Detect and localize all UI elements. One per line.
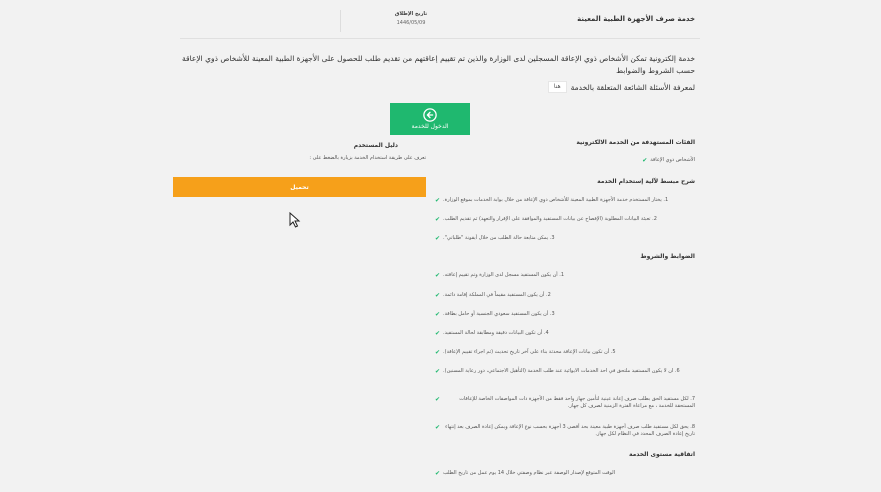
download-guide-button[interactable]: تحميل — [173, 177, 426, 197]
list-item: ✔ الوقت المتوقع لإصدار الوصفة عبر نظام وصفتي خلال 14 يوم عمل من تاريخ الطلب — [435, 470, 615, 477]
steps-heading: شرح مبسط لآلية إستخدام الخدمة — [597, 178, 695, 185]
faq-text: لمعرفة الأسئلة الشائعة المتعلقة بالخدمة — [570, 82, 695, 92]
check-icon: ✔ — [435, 330, 441, 337]
check-icon: ✔ — [435, 396, 441, 403]
target-heading: الفئات المستهدفة من الخدمة الالكترونية — [576, 139, 695, 146]
check-icon: ✔ — [435, 424, 441, 431]
check-icon: ✔ — [435, 292, 441, 299]
check-icon: ✔ — [435, 368, 441, 375]
user-guide-heading: دليل المستخدم — [353, 142, 398, 149]
header-separator — [180, 38, 700, 39]
check-icon: ✔ — [435, 235, 441, 242]
launch-date-value: 1446/05/09 — [396, 20, 426, 26]
list-item: ✔ 1. يختار المستخدم خدمة الأجهزة الطبية المعينة للأشخاص ذوي الإعاقة من خلال بوابة الخدمات بموقع الوزارة. — [435, 197, 669, 204]
list-item: ✔ 4. أن تكون البيانات دقيقة ومطابقة لحالة المستفيد. — [435, 330, 549, 337]
check-icon: ✔ — [435, 197, 441, 204]
list-item: ✔ 8. يحق لكل مستفيد طلب صرف أجهزة طبية معينة بحد أقصى 3 أجهزة بحسب نوع الإعاقة ويمكن إعادة الصرف بعد إنتهاء تاريخ إعادة الصرف المحدد في النظام لكل جهاز. — [435, 424, 695, 437]
check-icon: ✔ — [435, 349, 441, 356]
list-item: ✔ 2. أن يكون المستفيد مقيماً في المملكة إقامة دائمة. — [435, 292, 551, 299]
list-item: ✔ الأشخاص ذوي الإعاقة — [642, 157, 695, 164]
list-item: ✔ 5. أن تكون بيانات الإعاقة محدثة بناء على آخر تاريخ تحديث (ثم اجراء تقييم الإعاقة). — [435, 349, 616, 356]
mouse-pointer-icon — [289, 212, 301, 228]
check-icon: ✔ — [435, 311, 441, 318]
list-item: ✔ 7. لكل مستفيد الحق بطلب صرف إعانة عينية لتأمين جهاز واحد فقط من الأجهزة ذات المواصفات الخاصة للإعاقات المستحقة للخدمة ، مع مراعاة الفترة الزمنية لصرف كل جهاز. — [435, 396, 695, 409]
check-icon: ✔ — [642, 157, 648, 164]
login-service-label: الدخول للخدمة — [411, 123, 449, 130]
service-title: خدمة صرف الأجهزة الطبية المعينة — [577, 15, 695, 23]
launch-date-label: تاريخ الإطلاق — [394, 11, 428, 17]
check-icon: ✔ — [435, 470, 441, 477]
list-item: ✔ 2. تعبئة البيانات المطلوبة (الإفصاح عن بيانات المستفيد والموافقة على الإقرار والتعهد) ثم تقديم الطلب. — [435, 216, 657, 223]
arrow-circle-left-icon — [423, 108, 437, 122]
login-service-button[interactable] — [390, 103, 470, 135]
list-item: ✔ 3. أن يكون المستفيد سعودي الجنسية أو حامل بطاقة. — [435, 311, 555, 318]
header-divider — [340, 10, 341, 32]
list-item: ✔ 6. ان لا يكون المستفيد ملتحق في احد الخدمات الايوائية عند طلب الخدمة (التأهيل الاجتماعي، دور رعاية المسنين). — [435, 368, 680, 375]
conditions-heading: الضوابط والشروط — [640, 253, 695, 260]
faq-link[interactable]: هنا — [548, 81, 567, 93]
service-description: خدمة إلكترونية تمكن الأشخاص ذوي الإعاقة المسجلين لدى الوزارة والذين تم تقييم إعاقتهم من تقديم طلب للحصول على الأجهزة الطبية المعينة للأشخاص ذوي الإعاقة حسب الشروط والضوابط — [182, 54, 695, 75]
check-icon: ✔ — [435, 216, 441, 223]
sla-heading: اتفاقية مستوى الخدمة — [628, 451, 695, 458]
launch-date — [388, 11, 434, 26]
faq-line — [548, 81, 695, 93]
user-guide-text: تعرف على طريقة استخدام الخدمة بزيارة بالضغط على : — [309, 155, 426, 161]
check-icon: ✔ — [435, 272, 441, 279]
list-item: ✔ 3. يمكن متابعة حالة الطلب من خلال أيقونة "طلباتي". — [435, 235, 555, 242]
list-item: ✔ 1. أن يكون المستفيد مسجل لدى الوزارة وتم تقييم إعاقته. — [435, 272, 565, 279]
